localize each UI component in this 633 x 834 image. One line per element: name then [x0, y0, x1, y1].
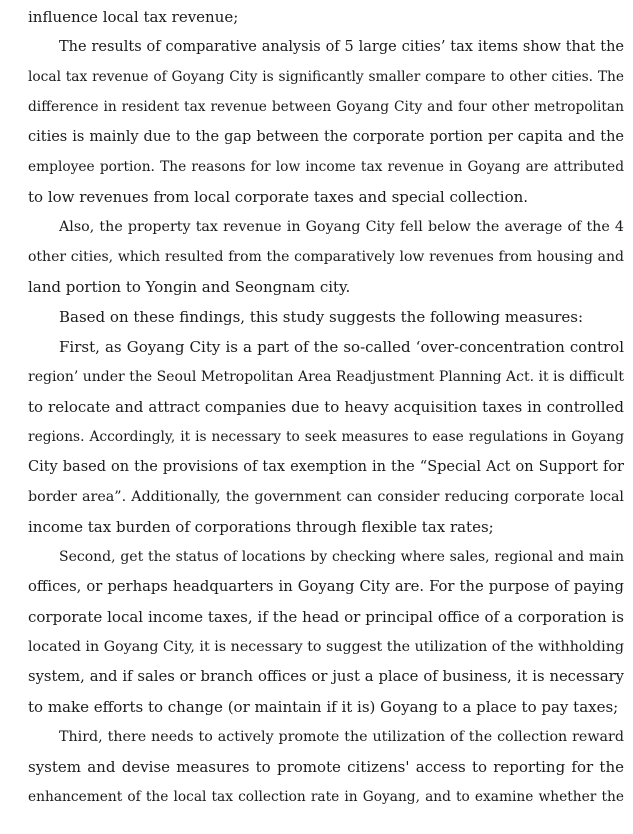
- paragraph-first-line: Based on these findings, this study suggests the following measures:: [59, 308, 584, 326]
- text-line: difference in resident tax revenue between Goyang City and four other metropolitan: [28, 99, 624, 115]
- text-line: system and devise measures to promote citizens' access to reporting for the: [28, 758, 624, 776]
- paragraph-first-line: First, as Goyang City is a part of the so-called ‘over-concentration control: [59, 338, 624, 356]
- text-line: corporate local income taxes, if the head or principal office of a corporation is: [28, 608, 624, 626]
- text-line: City based on the provisions of tax exemption in the “Special Act on Support for: [28, 459, 624, 475]
- text-line: income tax burden of corporations through flexible tax rates;: [28, 518, 494, 536]
- paragraph-first-line: Third, there needs to actively promote the utilization of the collection reward: [59, 729, 624, 745]
- text-line: offices, or perhaps headquarters in Goyang City are. For the purpose of paying: [28, 578, 624, 595]
- text-line: cities is mainly due to the gap between the corporate portion per capita and the: [28, 129, 624, 145]
- text-line: local tax revenue of Goyang City is significantly smaller compare to other cities. The: [28, 69, 624, 85]
- text-line: employee portion. The reasons for low income tax revenue in Goyang are attributed: [28, 159, 624, 175]
- paragraph-first-line: Second, get the status of locations by checking where sales, regional and main: [59, 549, 624, 565]
- text-line: influence local tax revenue;: [28, 8, 239, 26]
- text-line: border area”. Additionally, the government can consider reducing corporate local: [28, 489, 624, 505]
- text-line: enhancement of the local tax collection rate in Goyang, and to examine whether the: [28, 789, 624, 805]
- text-line: system, and if sales or branch offices or just a place of business, it is necessary: [28, 668, 624, 685]
- text-line: regions. Accordingly, it is necessary to seek measures to ease regulations in Goyang: [28, 429, 624, 445]
- text-line: to low revenues from local corporate taxes and special collection.: [28, 188, 529, 206]
- text-line: located in Goyang City, it is necessary to suggest the utilization of the withholding: [28, 639, 624, 655]
- text-line: to make efforts to change (or maintain if it is) Goyang to a place to pay taxes;: [28, 698, 619, 716]
- text-line: region’ under the Seoul Metropolitan Area Readjustment Planning Act. it is difficult: [28, 369, 624, 385]
- paragraph-first-line: The results of comparative analysis of 5 large cities’ tax items show that the: [59, 39, 624, 55]
- text-line: land portion to Yongin and Seongnam city.: [28, 278, 351, 296]
- text-line: other cities, which resulted from the comparatively low revenues from housing and: [28, 249, 624, 265]
- paragraph-first-line: Also, the property tax revenue in Goyang City fell below the average of the 4: [59, 219, 624, 235]
- text-line: to relocate and attract companies due to heavy acquisition taxes in controlled: [28, 398, 624, 416]
